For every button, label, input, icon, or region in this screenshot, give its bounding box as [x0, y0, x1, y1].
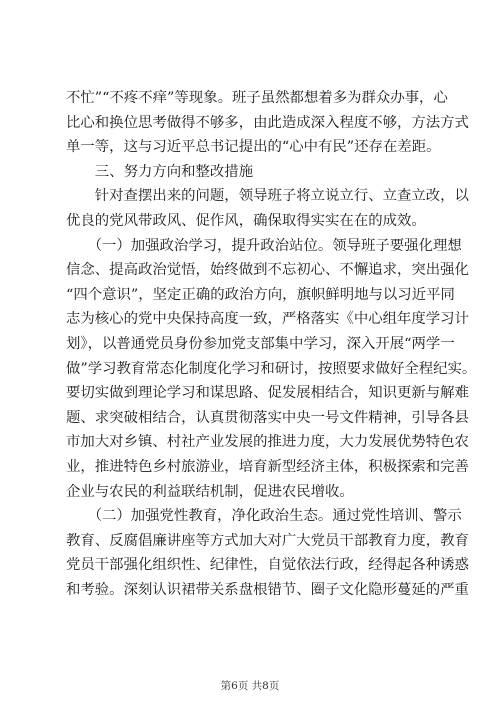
text-line: 题、求突破相结合，认真贯彻落实中央一号文件精神，引导各县: [66, 409, 469, 426]
text-line: 不忙”“不疼不痒”等现象。班子虽然都想着多为群众办事，心: [66, 90, 448, 106]
text-line: 市加大对乡镇、村社产业发展的推进力度，大力发展优势特色农: [66, 434, 469, 451]
text-line: 业，推进特色乡村旅游业，培育新型经济主体，积极探索和完善: [66, 458, 469, 475]
text-line: 和考验。深刻认识裙带关系盘根错节、圈子文化隐形蔓延的严重: [66, 581, 469, 598]
text-line: 企业与农民的利益联结机制，促进农民增收。: [66, 483, 354, 500]
text-line: 做”学习教育常态化制度化学习和研讨，按照要求做好全程纪实。: [66, 360, 477, 377]
text-line: 志为核心的党中央保持高度一致，严格落实《中心组年度学习计: [66, 311, 469, 328]
text-line: 优良的党风带政风、促作风，确保取得实实在在的成效。: [66, 212, 426, 229]
text-line: 党员干部强化组织性、纪律性，自觉依法行政，经得起各种诱惑: [66, 557, 469, 574]
text-line: 单一等，这与习近平总书记提出的“心中有民”还存在差距。: [66, 139, 441, 156]
text-line: 信念、提高政治觉悟，始终做到不忘初心、不懈追求，突出强化: [66, 262, 469, 279]
section-heading: 三、努力方向和整改措施: [66, 163, 254, 180]
text-line: （二）加强党性教育，净化政治生态。通过党性培训、警示: [66, 508, 462, 525]
page-number: 第6页 共8页: [220, 680, 280, 692]
text-line: 针对查摆出来的问题，领导班子将立说立行、立查立改，以: [66, 188, 469, 205]
text-line: 划》，以普通党员身份参加党支部集中学习，深入开展“两学一: [66, 335, 455, 352]
text-line: （一）加强政治学习，提升政治站位。领导班子要强化理想: [66, 237, 462, 254]
text-line: 要切实做到理论学习和谋思路、促发展相结合，知识更新与解难: [66, 385, 469, 402]
text-line: “四个意识”，坚定正确的政治方向，旗帜鲜明地与以习近平同: [66, 286, 455, 303]
text-line: 教育、反腐倡廉讲座等方式加大对广大党员干部教育力度，教育: [66, 532, 469, 549]
text-line: 比心和换位思考做得不够多，由此造成深入程度不够，方法方式: [66, 114, 469, 131]
body-text: [66, 86, 477, 602]
